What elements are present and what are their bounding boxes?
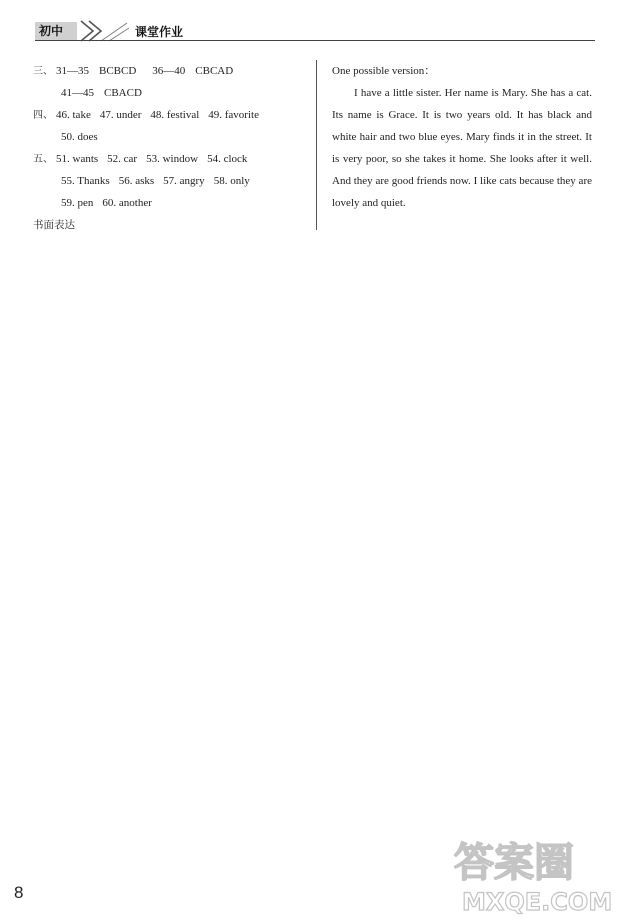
answer-item: 53. window [146, 153, 199, 165]
answer-item: 47. under [99, 109, 142, 121]
question-range: 31—35 [56, 65, 89, 77]
column-divider [316, 60, 317, 230]
essay-intro: One possible version： [332, 65, 436, 77]
header-title: 课堂作业 [135, 25, 184, 39]
answer-item: 55. Thanks [61, 175, 110, 187]
answer-item: 58. only [213, 175, 250, 187]
answer-row [33, 104, 313, 126]
answer-row [33, 148, 313, 170]
section-label: 四、 [33, 110, 53, 121]
answer-row [33, 192, 313, 214]
answer-row [33, 60, 313, 82]
answer-item: 52. car [107, 153, 138, 165]
answer-row [33, 82, 313, 104]
answer-letters: CBACD [104, 87, 142, 99]
page-header [35, 14, 595, 42]
page-number: 8 [14, 883, 24, 902]
section-label: 五、 [33, 154, 53, 165]
section-label: 三、 [33, 66, 53, 77]
answer-item: 50. does [61, 131, 98, 143]
answer-item: 54. clock [207, 153, 248, 165]
answer-item: 60. another [102, 197, 152, 209]
header-rule [35, 40, 595, 41]
header-tag: 初中 [35, 22, 77, 40]
answer-letters: BCBCD [99, 65, 137, 77]
answer-item: 57. angry [163, 175, 205, 187]
answer-key-column [33, 60, 313, 236]
watermark-bottom: MXQE.COM [462, 888, 613, 916]
essay-column [332, 60, 592, 214]
watermark-top: 答案圈 [454, 840, 574, 886]
section-title: 书面表达 [33, 219, 75, 231]
answer-row [33, 126, 313, 148]
question-range: 36—40 [152, 65, 186, 77]
answer-item: 56. asks [118, 175, 155, 187]
answer-item: 51. wants [56, 153, 99, 165]
answer-row [33, 170, 313, 192]
watermark-logo [448, 828, 628, 916]
answer-item: 46. take [56, 109, 91, 121]
double-chevron-icon [79, 20, 129, 42]
answer-item: 49. favorite [208, 109, 259, 121]
question-range: 41—45 [61, 87, 94, 99]
answer-item: 48. festival [150, 109, 200, 121]
essay-text: I have a little sister. Her name is Mary. She has a cat. Its name is Grace. It is two years old. It has black and white hair and two blue eyes. Mary finds it in the street. It is very poor, so she takes it home. She looks after it well. And they are good friends now. I like cats because they are lovely and quiet. [332, 87, 592, 209]
answer-item: 59. pen [61, 197, 94, 209]
answer-letters: CBCAD [195, 65, 234, 77]
